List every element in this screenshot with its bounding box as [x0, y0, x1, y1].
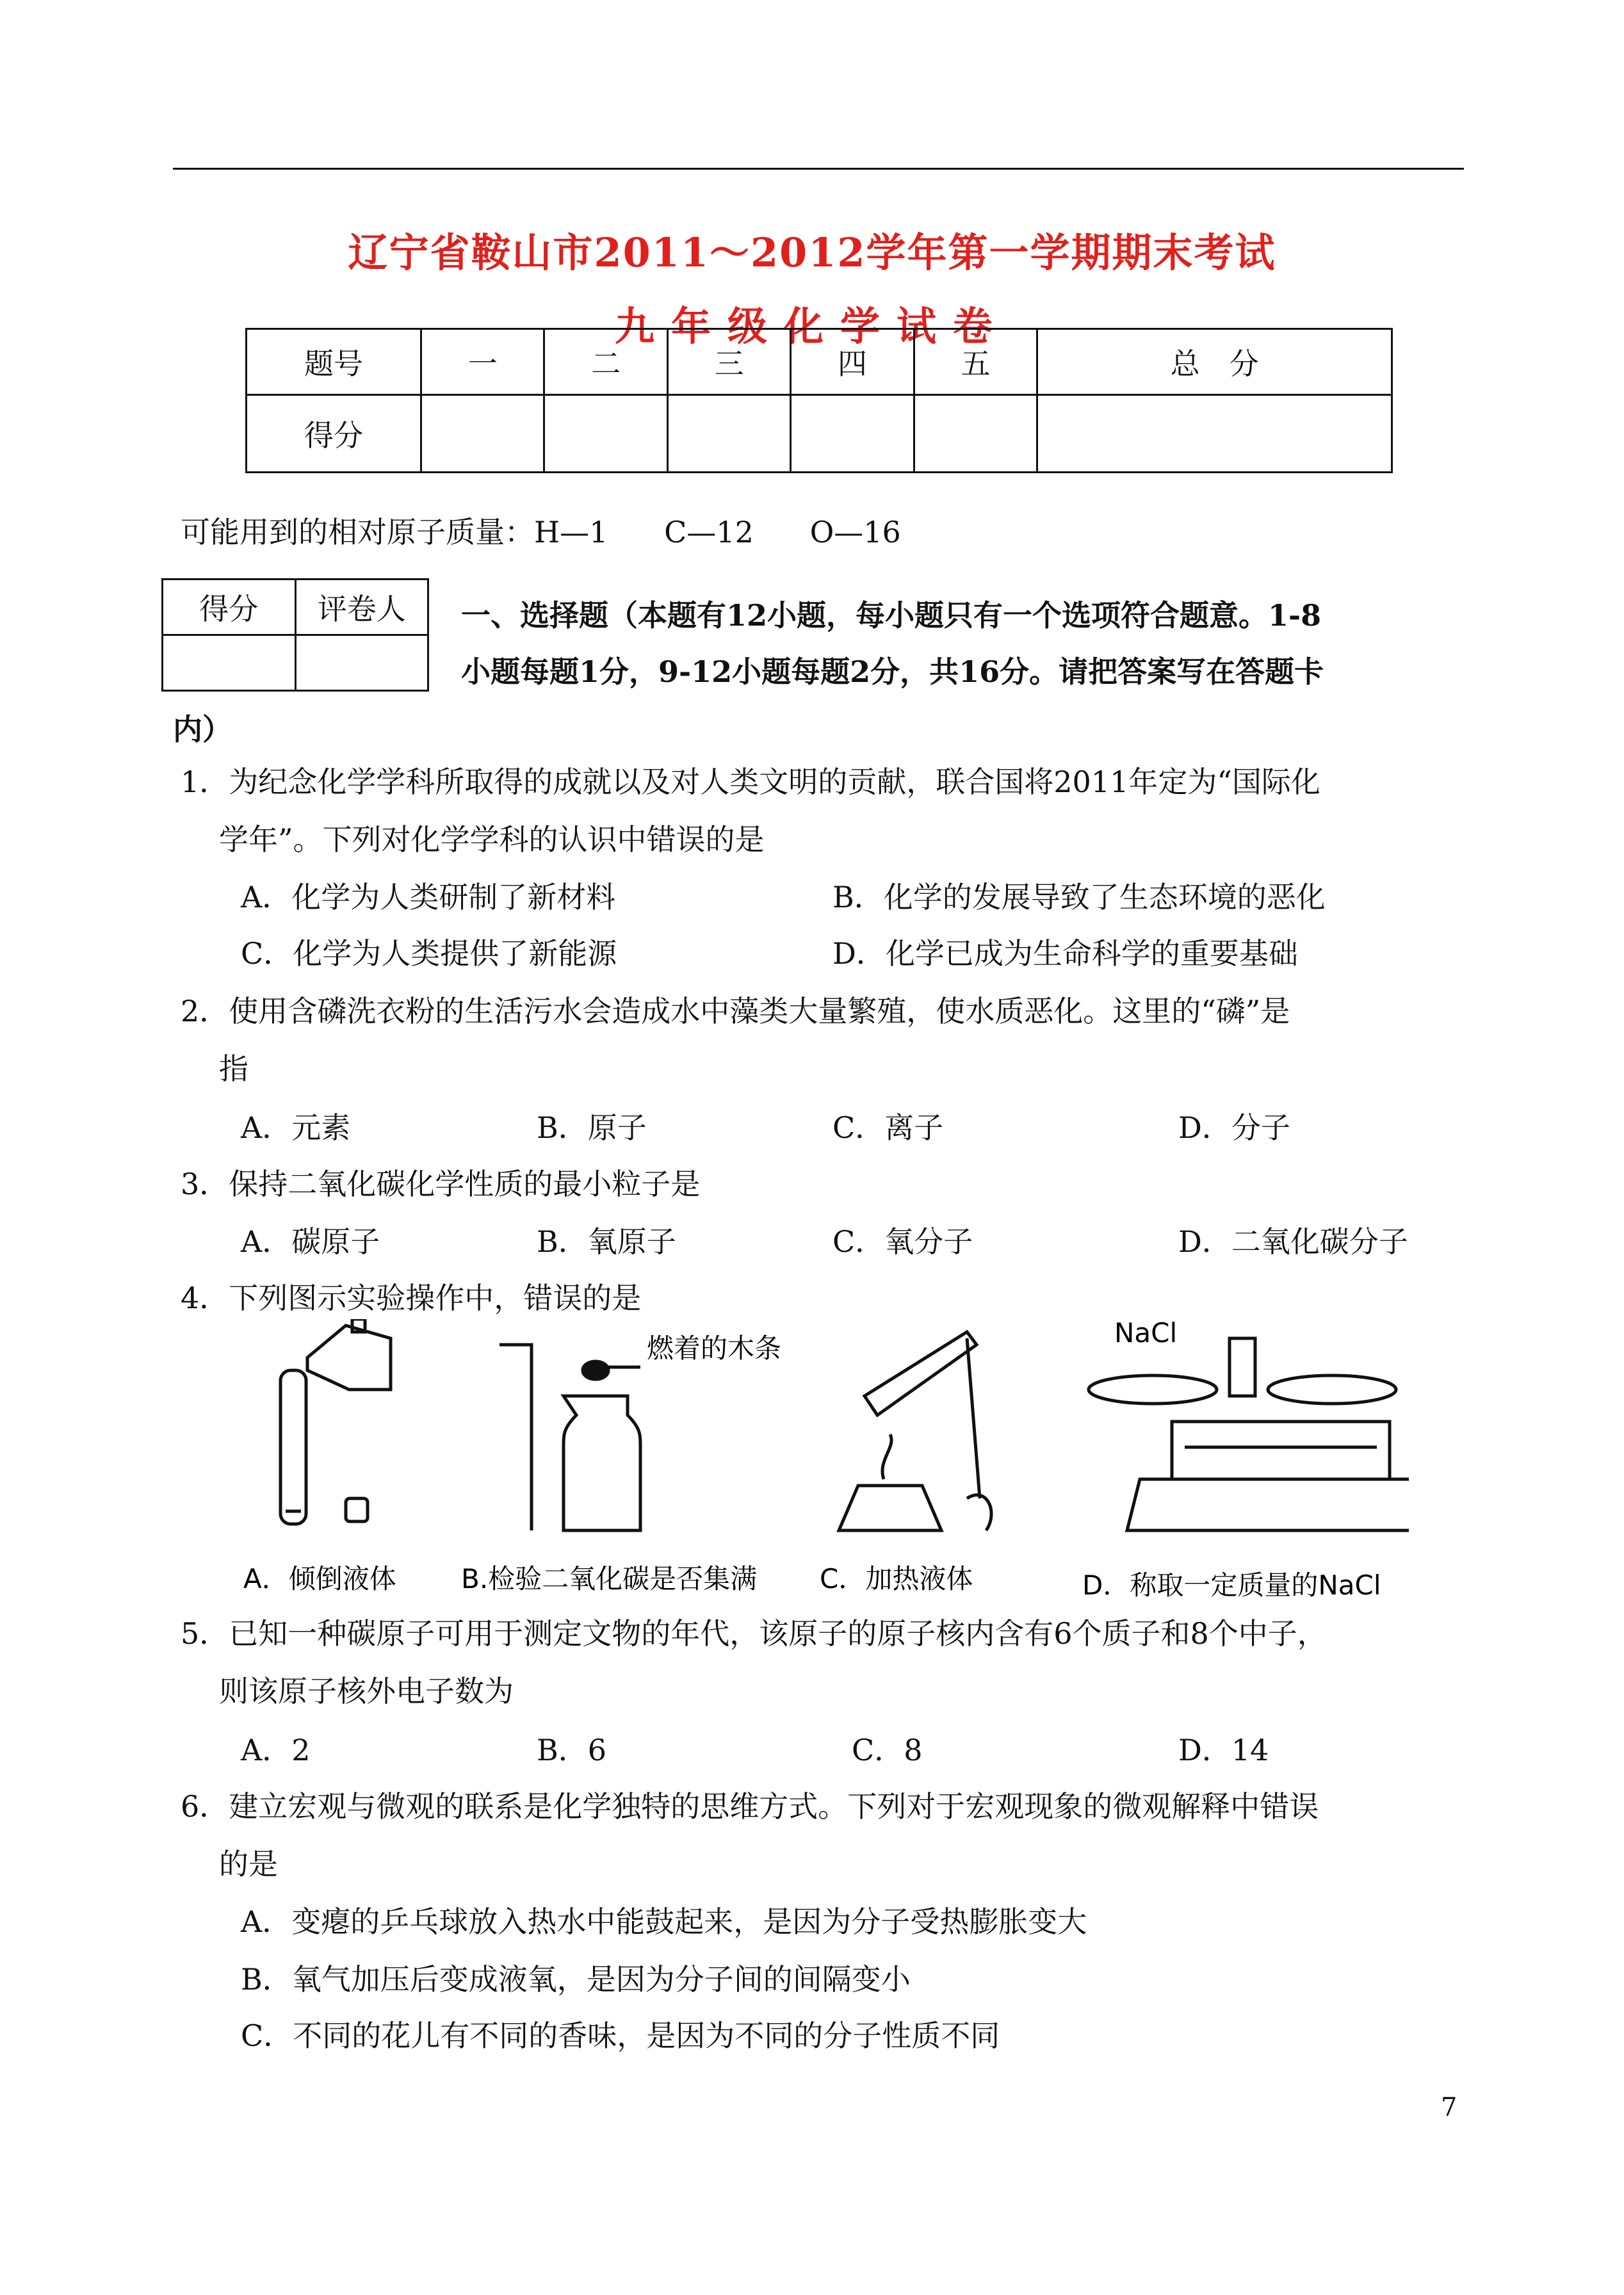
score-blank [791, 395, 914, 473]
q1-stem-cont: 学年”。下列对化学学科的认识中错误的是 [219, 822, 765, 857]
score-blank [1037, 395, 1392, 473]
score-cell-3: 三 [667, 329, 790, 395]
figure-b-annotation: 燃着的木条 [647, 1333, 782, 1364]
q6-stem: 6．建立宏观与微观的联系是化学独特的思维方式。下列对于宏观现象的微观解释中错误 [181, 1789, 1319, 1824]
q2-option-b: B．原子 [537, 1110, 647, 1145]
grader-blank [295, 635, 428, 691]
q6-option-a: A．变瘪的乒乓球放入热水中能鼓起来，是因为分子受热膨胀变大 [241, 1904, 1087, 1939]
q1-stem: 1．为纪念化学学科所取得的成就以及对人类文明的贡献，联合国将2011年定为“国际化 [181, 765, 1320, 799]
q2-option-d: D．分子 [1178, 1110, 1290, 1145]
q6-option-b: B．氧气加压后变成液氧，是因为分子间的间隔变小 [241, 1962, 911, 1997]
score-table-score-row [247, 395, 1392, 473]
figure-a-pouring [280, 1319, 391, 1524]
q3-option-c: C．氧分子 [832, 1224, 973, 1259]
score-blank [914, 395, 1037, 473]
q5-option-d: D．14 [1178, 1733, 1269, 1767]
q5-option-c: C．8 [852, 1733, 923, 1767]
q2-stem: 2．使用含磷洗衣粉的生活污水会造成水中藻类大量繁殖，使水质恶化。这里的“磷”是 [181, 994, 1290, 1028]
q3-stem: 3．保持二氧化碳化学性质的最小粒子是 [181, 1167, 701, 1201]
q1-option-c: C．化学为人类提供了新能源 [241, 936, 617, 971]
grader-name-label: 评卷人 [295, 580, 428, 635]
exam-title: 辽宁省鞍山市2011～2012学年第一学期期末考试 [348, 229, 1276, 276]
q1-option-d: D．化学已成为生命科学的重要基础 [832, 936, 1298, 971]
score-blank [544, 395, 667, 473]
exam-subtitle: 九年级化学试卷 [614, 303, 1009, 350]
q5-stem: 5．已知一种碳原子可用于测定文物的年代，该原子的原子核内含有6个质子和8个中子， [181, 1616, 1327, 1651]
score-row-label: 得分 [247, 395, 421, 473]
section1-line3: 内） [173, 712, 232, 747]
q2-option-c: C．离子 [832, 1110, 944, 1145]
q6-option-c: C．不同的花儿有不同的香味，是因为不同的分子性质不同 [241, 2018, 1000, 2053]
score-cell-1: 一 [421, 329, 544, 395]
q6-stem-cont: 的是 [219, 1847, 278, 1881]
score-cell-total: 总 分 [1037, 329, 1392, 395]
q2-stem-cont: 指 [219, 1051, 248, 1086]
q1-option-b: B．化学的发展导致了生态环境的恶化 [832, 880, 1326, 914]
figure-d-annotation: NaCl [1114, 1319, 1178, 1349]
figure-caption-c: C．加热液体 [820, 1563, 973, 1594]
figure-c-heating [839, 1332, 991, 1530]
section1-line1: 一、选择题（本题有12小题，每小题只有一个选项符合题意。1-8 [461, 598, 1322, 633]
q5-stem-cont: 则该原子核外电子数为 [219, 1674, 514, 1708]
section1-line2: 小题每题1分，9-12小题每题2分，共16分。请把答案写在答题卡 [461, 654, 1324, 689]
score-cell-label: 题号 [247, 329, 421, 395]
grader-blank [163, 635, 296, 691]
page-number: 7 [1441, 2093, 1458, 2122]
figure-b-testing-co2 [499, 1345, 640, 1530]
q3-option-a: A．碳原子 [241, 1224, 380, 1259]
q4-stem: 4．下列图示实验操作中，错误的是 [181, 1281, 642, 1315]
header-rule [173, 168, 1464, 170]
score-cell-5: 五 [914, 329, 1037, 395]
q3-option-d: D．二氧化碳分子 [1178, 1224, 1408, 1259]
score-cell-4: 四 [791, 329, 914, 395]
figure-caption-d: D．称取一定质量的NaCl [1082, 1569, 1381, 1601]
score-cell-2: 二 [544, 329, 667, 395]
figure-caption-a: A．倾倒液体 [243, 1563, 396, 1594]
grader-table [161, 578, 429, 692]
q2-option-a: A．元素 [241, 1110, 351, 1145]
score-blank [421, 395, 544, 473]
q1-option-a: A．化学为人类研制了新材料 [241, 880, 616, 914]
score-table [245, 328, 1393, 473]
score-blank [667, 395, 790, 473]
lab-operations-figure [231, 1319, 1409, 1601]
figure-d-balance [1089, 1338, 1409, 1530]
q5-option-a: A．2 [241, 1733, 311, 1767]
score-table-header-row [247, 329, 1392, 395]
q5-option-b: B．6 [537, 1733, 607, 1767]
grader-score-label: 得分 [163, 580, 296, 635]
figure-caption-b: B.检验二氧化碳是否集满 [461, 1563, 758, 1594]
atomic-mass-line: 可能用到的相对原子质量：H—1 C—12 O—16 [181, 515, 901, 549]
q3-option-b: B．氧原子 [537, 1224, 676, 1259]
